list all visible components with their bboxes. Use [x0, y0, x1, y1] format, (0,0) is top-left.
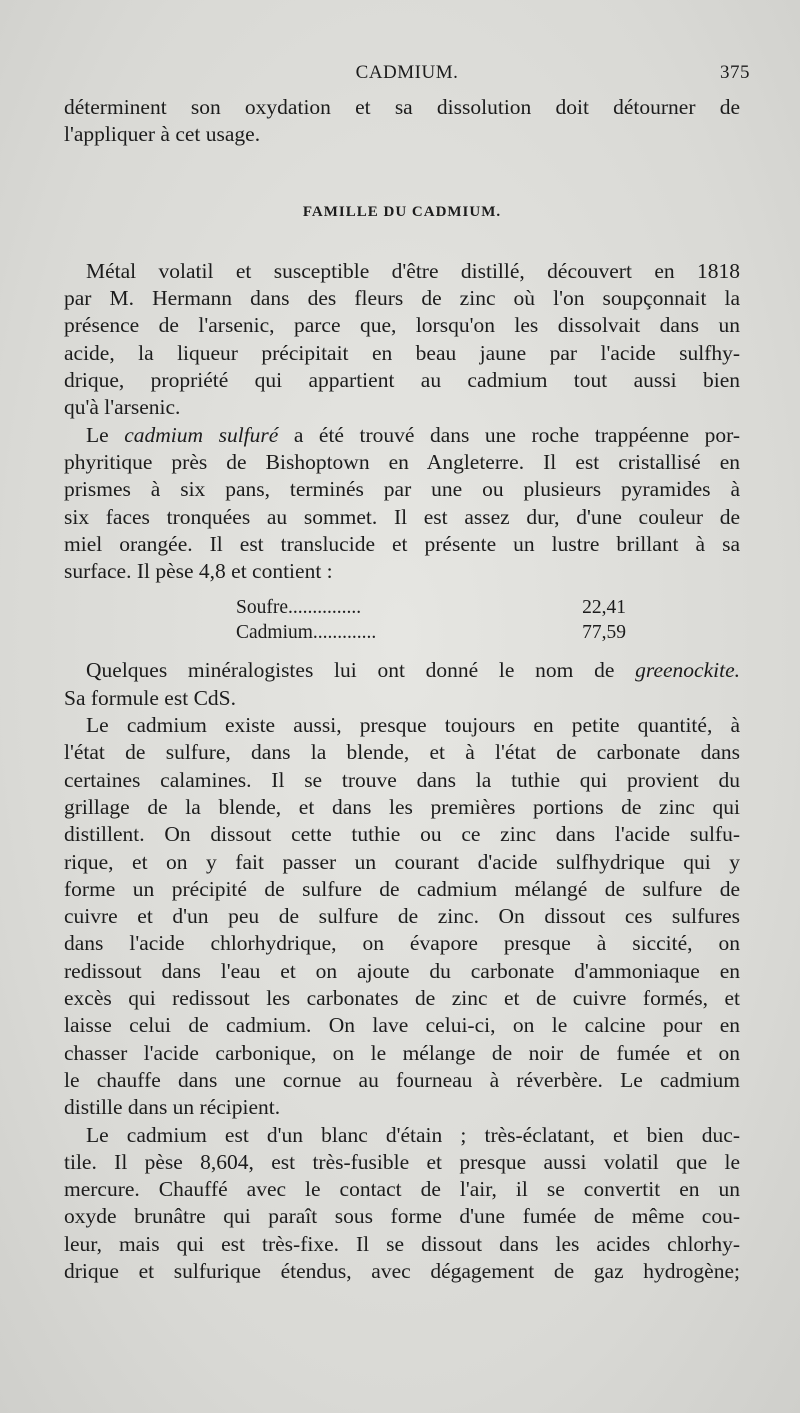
element-name: Soufre...............: [236, 597, 362, 619]
paragraph-continuation: [64, 94, 740, 149]
text-line: mercure. Chauffé avec le contact de l'air, il se convertit en un: [64, 1177, 740, 1202]
text-line: Le cadmium est d'un blanc d'étain ; très-éclatant, et bien duc-: [86, 1122, 740, 1147]
text-line: excès qui redissout les carbonates de zinc et de cuivre formés, et: [64, 986, 740, 1011]
text-line: acide, la liqueur précipitait en beau jaune par l'acide sulfhy-: [64, 340, 740, 365]
text-line: le chauffe dans une cornue au fourneau à réverbère. Le cadmium: [64, 1067, 740, 1092]
italic-term: cadmium sulfuré: [124, 422, 279, 447]
text-line: drique, propriété qui appartient au cadmium tout aussi bien: [64, 368, 740, 393]
text-line: Le cadmium existe aussi, presque toujours en petite quantité, à: [86, 713, 740, 738]
text-fragment: Le: [86, 422, 125, 447]
text-line: leur, mais qui est très-fixe. Il se dissout dans les acides chlorhy-: [64, 1231, 740, 1256]
table-row: [236, 595, 626, 620]
text-line: laisse celui de cadmium. On lave celui-ci, on le calcine pour en: [64, 1013, 740, 1038]
text-line: surface. Il pèse 4,8 et contient :: [64, 559, 333, 584]
text-line: présence de l'arsenic, parce que, lorsqu'on les dissolvait dans un: [64, 313, 740, 338]
text-line: redissout dans l'eau et on ajoute du carbonate d'ammoniaque en: [64, 958, 740, 983]
text-line: oxyde brunâtre qui paraît sous forme d'une fumée de même cou-: [64, 1204, 740, 1229]
element-name: Cadmium.............: [236, 622, 377, 644]
text-line: distillent. On dissout cette tuthie ou ce zinc dans l'acide sulfu-: [64, 822, 740, 847]
text-line: miel orangée. Il est translucide et présente un lustre brillant à sa: [64, 531, 740, 556]
text-line: Métal volatil et susceptible d'être distillé, découvert en 1818: [86, 258, 740, 283]
element-value: 77,59: [582, 622, 626, 644]
paragraph-properties: [64, 1122, 740, 1286]
text-line: dans l'acide chlorhydrique, on évapore presque à siccité, on: [64, 931, 740, 956]
text-fragment: a été trouvé dans une roche trappéenne por-: [278, 422, 740, 447]
text-line: chasser l'acide carbonique, on le mélange de noir de fumée et on: [64, 1040, 740, 1065]
italic-term: greenockite.: [635, 658, 740, 683]
text-line: phyritique près de Bishoptown en Angleterre. Il est cristallisé en: [64, 449, 740, 474]
text-line: rique, et on y fait passer un courant d'acide sulfhydrique qui y: [64, 849, 740, 874]
page-number: 375: [720, 62, 750, 83]
page-body: [64, 94, 740, 1285]
text-line: [64, 657, 740, 684]
text-line: Sa formule est CdS.: [64, 685, 236, 710]
text-fragment: Quelques minéralogistes lui ont donné le nom de: [86, 658, 636, 683]
text-line: six faces tronquées au sommet. Il est assez dur, d'une couleur de: [64, 504, 740, 529]
text-line: prismes à six pans, terminés par une ou plusieurs pyramides à: [64, 477, 740, 502]
composition-table: [236, 595, 740, 645]
text-line: drique et sulfurique étendus, avec dégagement de gaz hydrogène;: [64, 1258, 740, 1283]
paragraph-description: [64, 258, 740, 422]
paragraph-cadmium-sulfure: [64, 422, 740, 586]
text-line: certaines calamines. Il se trouve dans la tuthie qui provient du: [64, 767, 740, 792]
text-line: par M. Hermann dans des fleurs de zinc où l'on soupçonnait la: [64, 286, 740, 311]
text-line: l'état de sulfure, dans la blende, et à l'état de carbonate dans: [64, 740, 740, 765]
paragraph-occurrence: [64, 712, 740, 1121]
text-line: l'appliquer à cet usage.: [64, 122, 261, 147]
text-line: [64, 422, 740, 449]
text-line: distille dans un récipient.: [64, 1095, 281, 1120]
paragraph-greenockite: [64, 657, 740, 712]
running-title: CADMIUM.: [355, 62, 459, 83]
text-line: qu'à l'arsenic.: [64, 395, 181, 420]
text-line: cuivre et d'un peu de sulfure de zinc. On dissout ces sulfures: [64, 904, 740, 929]
text-line: tile. Il pèse 8,604, est très-fusible et presque aussi volatil que le: [64, 1149, 740, 1174]
table-row: [236, 620, 626, 645]
text-line: grillage de la blende, et dans les premières portions de zinc qui: [64, 794, 740, 819]
running-head: [64, 62, 750, 86]
text-line: déterminent son oxydation et sa dissolution doit détourner de: [64, 95, 740, 119]
section-heading: FAMILLE DU CADMIUM.: [302, 203, 502, 220]
text-line: forme un précipité de sulfure de cadmium mélangé de sulfure de: [64, 876, 740, 901]
element-value: 22,41: [582, 597, 626, 619]
